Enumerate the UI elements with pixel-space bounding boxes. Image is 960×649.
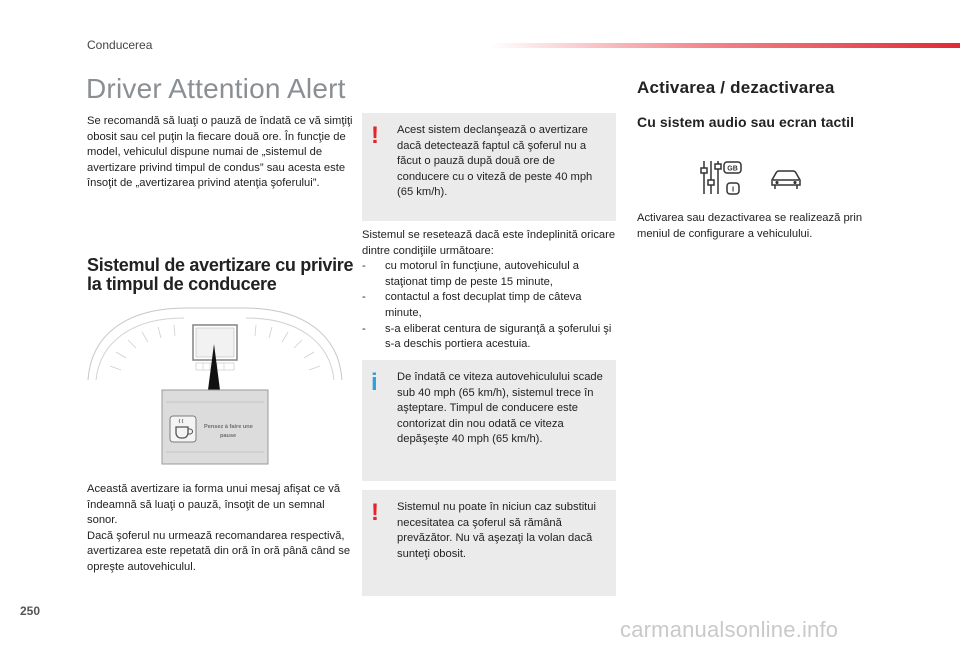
outro-paragraph: Această avertizare ia forma unui mesaj afişat ce vă îndeamnă să luaţi o pauză, însoţit de un semnal sonor.: [87, 483, 341, 527]
info-icon: i: [371, 369, 378, 396]
page-title: Driver Attention Alert: [86, 73, 346, 104]
list-item: - contactul a fost decuplat timp de câteva minute,: [362, 291, 582, 319]
activation-text: Activarea sau dezactivarea se realizează prin meniul de configurare a vehiculului.: [637, 212, 863, 240]
reset-conditions-section: [362, 228, 616, 353]
activation-subheading: Cu sistem audio sau ecran tactil: [637, 114, 855, 130]
reset-intro: Sistemul se resetează dacă este îndeplinită oricare dintre condiţiile următoare:: [362, 229, 616, 257]
warning-note-box: [362, 113, 616, 221]
configuration-icons: [700, 158, 806, 198]
warning-note-text: Acest sistem declanşează o avertizare dacă detectează faptul că şoferul nu a făcut o pauză după două ore de conducere cu o viteză de peste 40 mph (65 km/h).: [397, 124, 593, 199]
outro-paragraph: Dacă şoferul nu urmează recomandarea respectivă, avertizarea este repetată din oră în oră până când se opreşte autovehiculul.: [87, 529, 351, 573]
list-item: - cu motorul în funcţiune, autovehiculul a staţionat timp de peste 15 minute,: [362, 260, 580, 288]
list-item: - s-a eliberat centura de siguranţă a şoferului şi s-a deschis portiera acestuia.: [362, 322, 612, 351]
header-accent-line: [490, 43, 960, 48]
info-note-text: De îndată ce viteza autovehiculului scade sub 40 mph (65 km/h), sistemul trece în aşteptare. Timpul de conducere este contorizat din nou odată ce viteza depăşeşte 40 mph (65 km/h).: [397, 371, 603, 446]
exclamation-icon: !: [371, 122, 379, 149]
watermark: carmanualsonline.info: [620, 617, 839, 642]
reset-conditions-list: [362, 259, 616, 353]
warning-note-text: Sistemul nu poate în niciun caz substitui necesitatea ca şoferul să rămână prevăzător. Nu vă aşezaţi la volan dacă sunteţi obosit.: [397, 501, 596, 560]
page-number: 250: [20, 604, 41, 618]
outro-text: [87, 482, 357, 576]
language-gb-label: GB: [727, 165, 738, 173]
section-heading: Sistemul de avertizare cu privire la timpul de conducere: [87, 255, 354, 294]
language-i-label: I: [731, 184, 735, 194]
instrument-cluster-illustration: [86, 300, 344, 465]
section-header-label: Conducerea: [87, 38, 153, 52]
info-note-box: [362, 360, 616, 481]
activation-heading: Activarea / dezactivarea: [637, 78, 835, 97]
intro-paragraph: Se recomandă să luaţi o pauză de îndată ce vă simţiţi obosit sau cel puţin la fiecare două ore. În funcţie de model, vehiculul dispune numai de „sistemul de avertizare privind timpul de condus” sau acesta este însoţit de „avertizarea privind atenţia şoferului”.: [87, 115, 353, 190]
exclamation-icon: !: [371, 499, 379, 526]
car-icon: [772, 171, 800, 189]
display-message-text: Pensez à faire une pause: [204, 424, 253, 439]
warning-note-box: [362, 490, 616, 596]
